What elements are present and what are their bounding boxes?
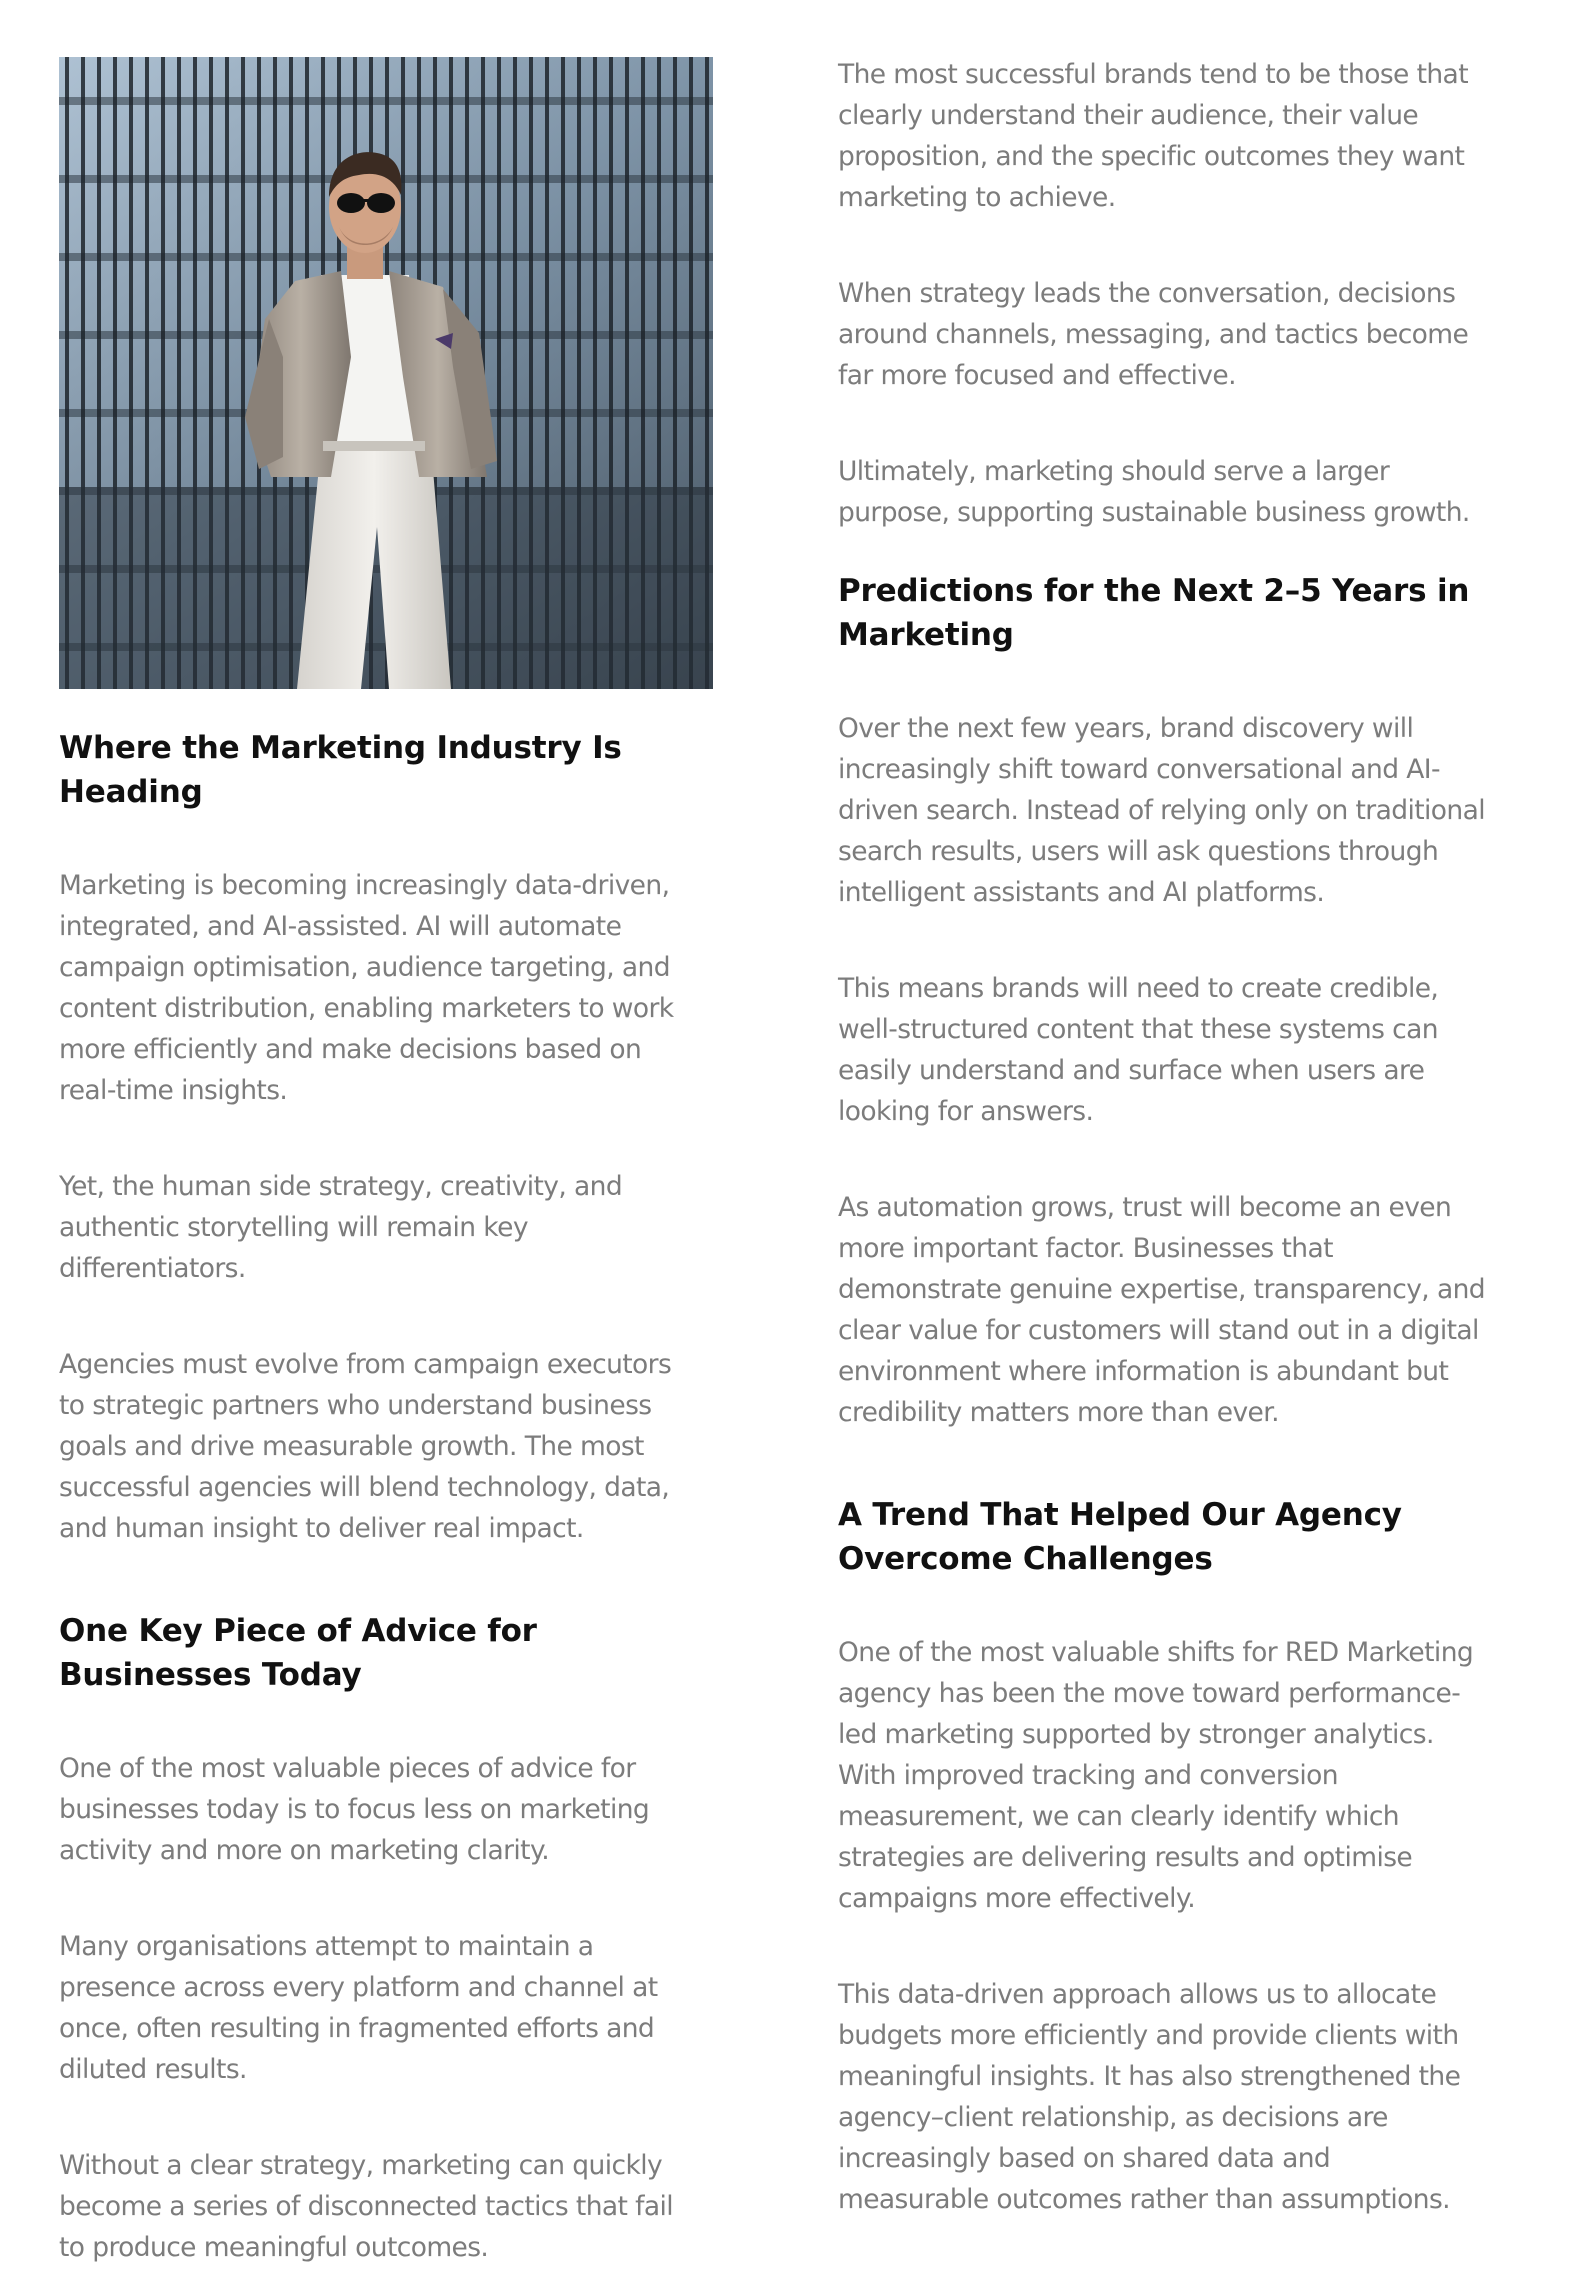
paragraph: Without a clear strategy, marketing can quickly become a series of disconnected tactics that fail to produce meaningful outcomes. <box>59 2150 674 2263</box>
paragraph: One of the most valuable pieces of advice for businesses today is to focus less on marketing activity and more on marketing clarity. <box>59 1753 650 1866</box>
portrait-photo <box>59 57 713 689</box>
heading-agency-trend: A Trend That Helped Our Agency Overcome Challenges <box>838 1497 1402 1577</box>
heading-predictions: Predictions for the Next 2–5 Years in Marketing <box>838 573 1470 653</box>
paragraph: Marketing is becoming increasingly data-driven, integrated, and AI-assisted. AI will automate campaign optimisation, audience targeting, and content distribution, enabling marketers to work more efficiently and make decisions based on real-time insights. <box>59 870 674 1106</box>
portrait-illustration <box>59 57 713 689</box>
left-column <box>59 57 699 2268</box>
paragraph: Agencies must evolve from campaign executors to strategic partners who understand business goals and drive measurable growth. The most successful agencies will blend technology, data, and human insight to deliver real impact. <box>59 1349 672 1544</box>
paragraph: Many organisations attempt to maintain a presence across every platform and channel at once, often resulting in fragmented efforts and diluted results. <box>59 1931 658 2085</box>
paragraph: Over the next few years, brand discovery will increasingly shift toward conversational and AI-driven search. Instead of relying only on traditional search results, users will ask questions through intelligent assistants and AI platforms. <box>838 713 1485 908</box>
heading-key-advice: One Key Piece of Advice for Businesses Today <box>59 1613 537 1693</box>
paragraph: When strategy leads the conversation, decisions around channels, messaging, and tactics become far more focused and effective. <box>838 278 1469 391</box>
paragraph: The most successful brands tend to be those that clearly understand their audience, their value proposition, and the specific outcomes they want marketing to achieve. <box>838 59 1468 213</box>
paragraph: One of the most valuable shifts for RED Marketing agency has been the move toward performance-led marketing supported by stronger analytics. With improved tracking and conversion measurement, we can clearly identify which strategies are delivering results and optimise campaigns more effectively. <box>838 1637 1474 1914</box>
paragraph: Ultimately, marketing should serve a larger purpose, supporting sustainable business growth. <box>838 456 1470 528</box>
paragraph: As automation grows, trust will become an even more important factor. Businesses that demonstrate genuine expertise, transparency, and clear value for customers will stand out in a digital environment where information is abundant but credibility matters more than ever. <box>838 1192 1486 1428</box>
paragraph: This data-driven approach allows us to allocate budgets more efficiently and provide clients with meaningful insights. It has also strengthened the agency–client relationship, as decisions are increasingly based on shared data and measurable outcomes rather than assumptions. <box>838 1979 1461 2215</box>
paragraph: This means brands will need to create credible, well-structured content that these systems can easily understand and surface when users are looking for answers. <box>838 973 1439 1127</box>
paragraph: Yet, the human side strategy, creativity, and authentic storytelling will remain key differentiators. <box>59 1171 623 1284</box>
right-column <box>838 54 1488 2220</box>
heading-industry-direction: Where the Marketing Industry Is Heading <box>59 730 622 810</box>
